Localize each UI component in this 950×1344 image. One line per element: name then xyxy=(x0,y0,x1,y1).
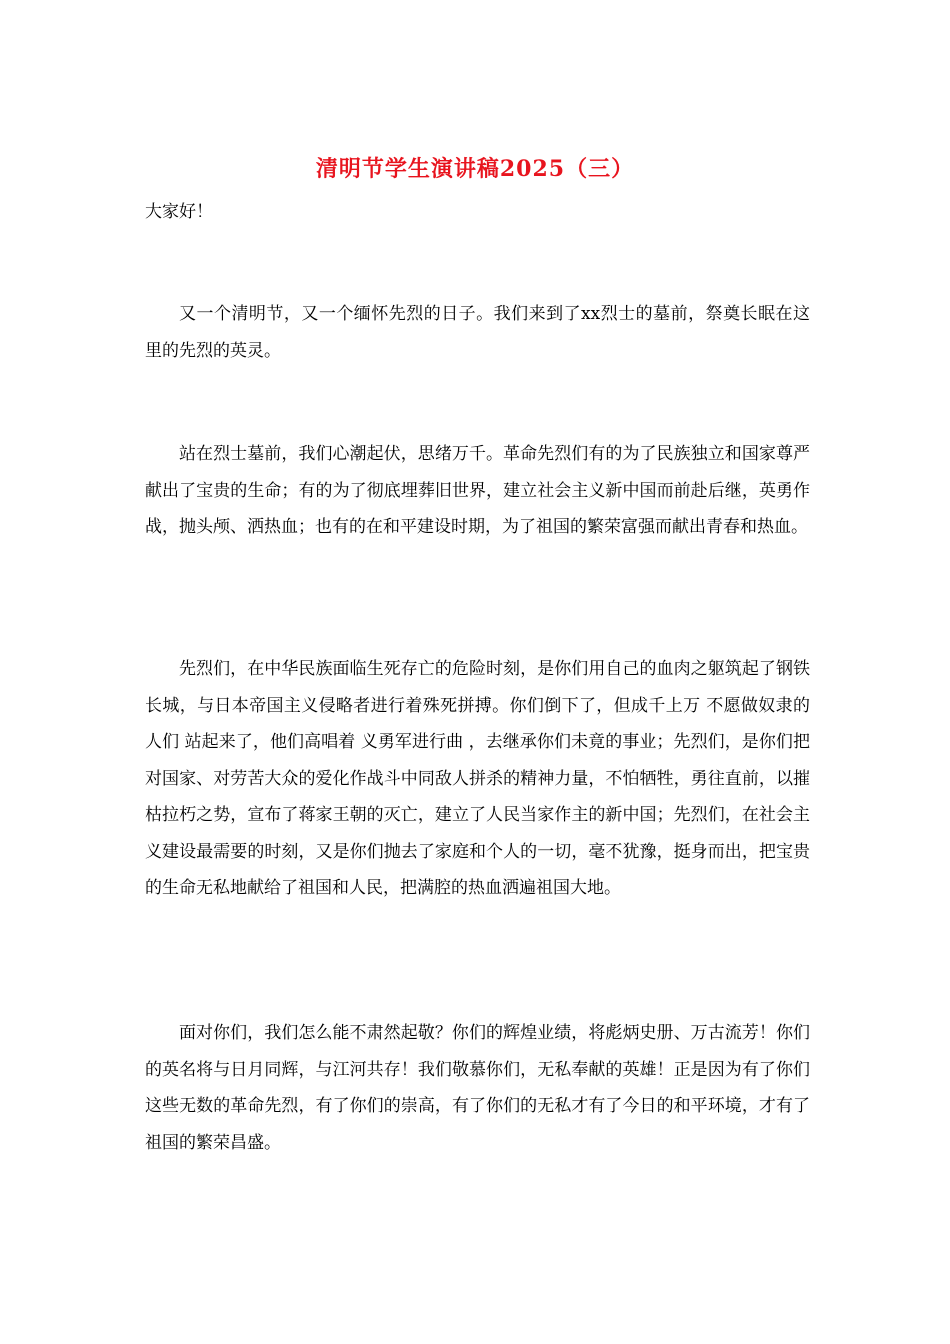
paragraph-3: 先烈们，在中华民族面临生死存亡的危险时刻，是你们用自己的血肉之躯筑起了钢铁长城，与日本帝国主义侵略者进行着殊死拼搏。你们倒下了，但成千上万 不愿做奴隶的人们 站起来了，他们高唱着 义勇军进行曲 ，去继承你们未竟的事业；先烈们，是你们把对国家、对劳苦大众的爱化作战斗中同敌人拼杀的精神力量，不怕牺牲，勇往直前，以摧枯拉朽之势，宣布了蒋家王朝的灭亡，建立了人民当家作主的新中国；先烈们，在社会主义建设最需要的时刻，又是你们抛去了家庭和个人的一切，毫不犹豫，挺身而出，把宝贵的生命无私地献给了祖国和人民，把满腔的热血洒遍祖国大地。 xyxy=(145,659,810,898)
document-title: 清明节学生演讲稿2025（三） xyxy=(315,156,635,182)
greeting-line: 大家好！ xyxy=(145,202,213,222)
paragraph-4: 面对你们，我们怎么能不肃然起敬？你们的辉煌业绩，将彪炳史册、万古流芳！你们的英名将与日月同辉，与江河共存！我们敬慕你们，无私奉献的英雄！正是因为有了你们这些无数的革命先烈，有了你们的崇高，有了你们的无私才有了今日的和平环境，才有了祖国的繁荣昌盛。 xyxy=(145,1023,810,1153)
paragraph-2: 站在烈士墓前，我们心潮起伏，思绪万千。革命先烈们有的为了民族独立和国家尊严献出了宝贵的生命；有的为了彻底埋葬旧世界，建立社会主义新中国而前赴后继，英勇作战，抛头颅、洒热血；也有的在和平建设时期，为了祖国的繁荣富强而献出青春和热血。 xyxy=(145,444,810,537)
paragraph-1: 又一个清明节，又一个缅怀先烈的日子。我们来到了xx烈士的墓前，祭奠长眠在这里的先烈的英灵。 xyxy=(145,304,810,361)
